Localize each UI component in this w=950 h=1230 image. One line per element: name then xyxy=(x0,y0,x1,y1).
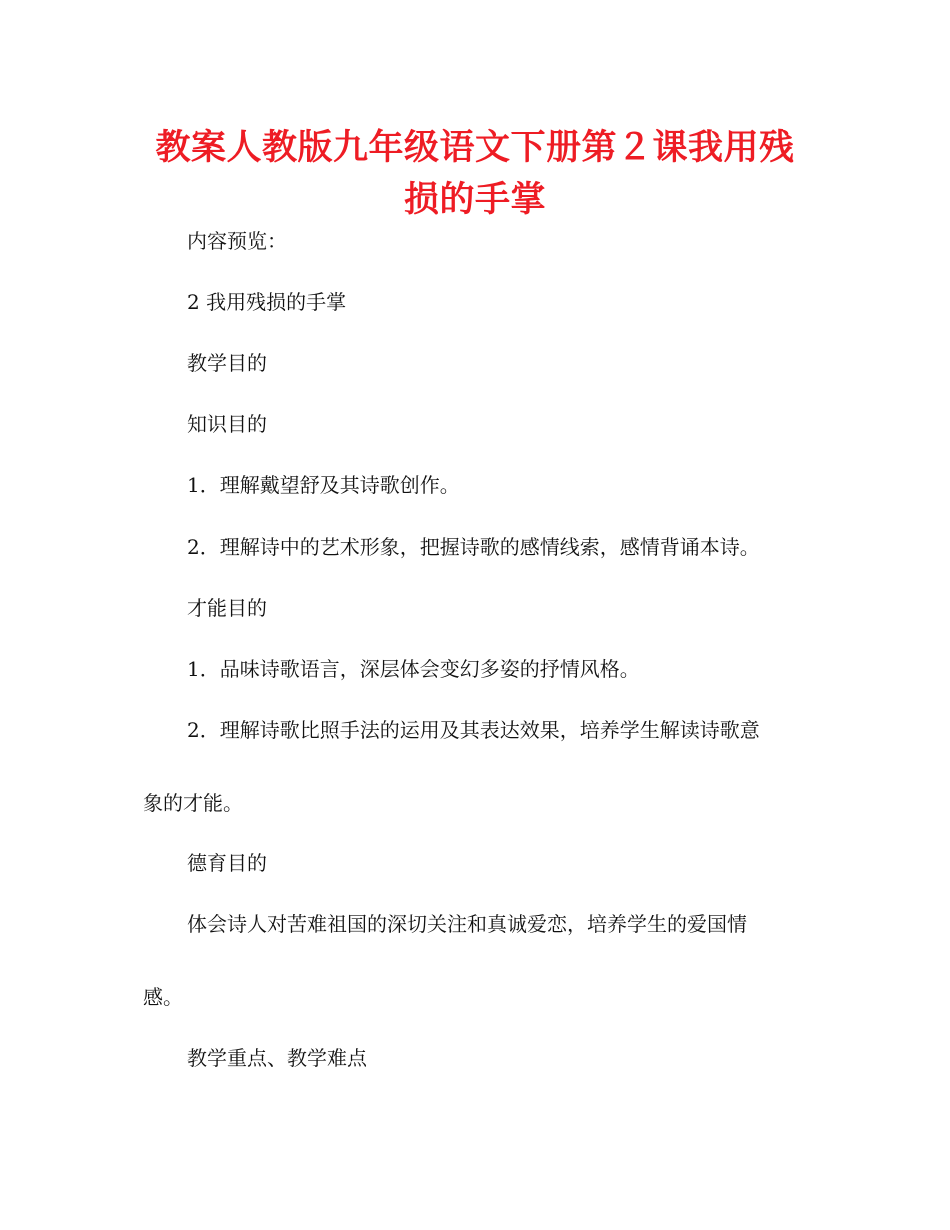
ability-goal-1: 1．品味诗歌语言，深层体会变幻多姿的抒情风格。 xyxy=(187,657,640,681)
ability-goal-2-line-1: 2．理解诗歌比照手法的运用及其表达效果，培养学生解读诗歌意 xyxy=(187,718,760,742)
section-heading-key-points: 教学重点、教学难点 xyxy=(187,1046,367,1070)
title-line-1: 教案人教版九年级语文下册第２课我用残 xyxy=(155,128,795,168)
knowledge-goal-1: 1．理解戴望舒及其诗歌创作。 xyxy=(187,473,460,497)
lesson-heading: 2 我用残损的手掌 xyxy=(187,290,347,314)
ability-goal-2-line-2: 象的才能。 xyxy=(143,791,243,815)
knowledge-goal-2: 2．理解诗中的艺术形象，把握诗歌的感情线索，感情背诵本诗。 xyxy=(187,535,760,559)
subheading-knowledge-goals: 知识目的 xyxy=(187,412,267,436)
title-line-2: 损的手掌 xyxy=(403,180,546,220)
preview-label: 内容预览： xyxy=(187,229,287,253)
section-heading-teaching-goals: 教学目的 xyxy=(187,351,267,375)
moral-goal-line-2: 感。 xyxy=(143,985,183,1009)
moral-goal-line-1: 体会诗人对苦难祖国的深切关注和真诚爱恋，培养学生的爱国情 xyxy=(187,912,747,936)
subheading-ability-goals: 才能目的 xyxy=(187,596,267,620)
subheading-moral-goals: 德育目的 xyxy=(187,851,267,875)
document-title xyxy=(120,122,830,226)
